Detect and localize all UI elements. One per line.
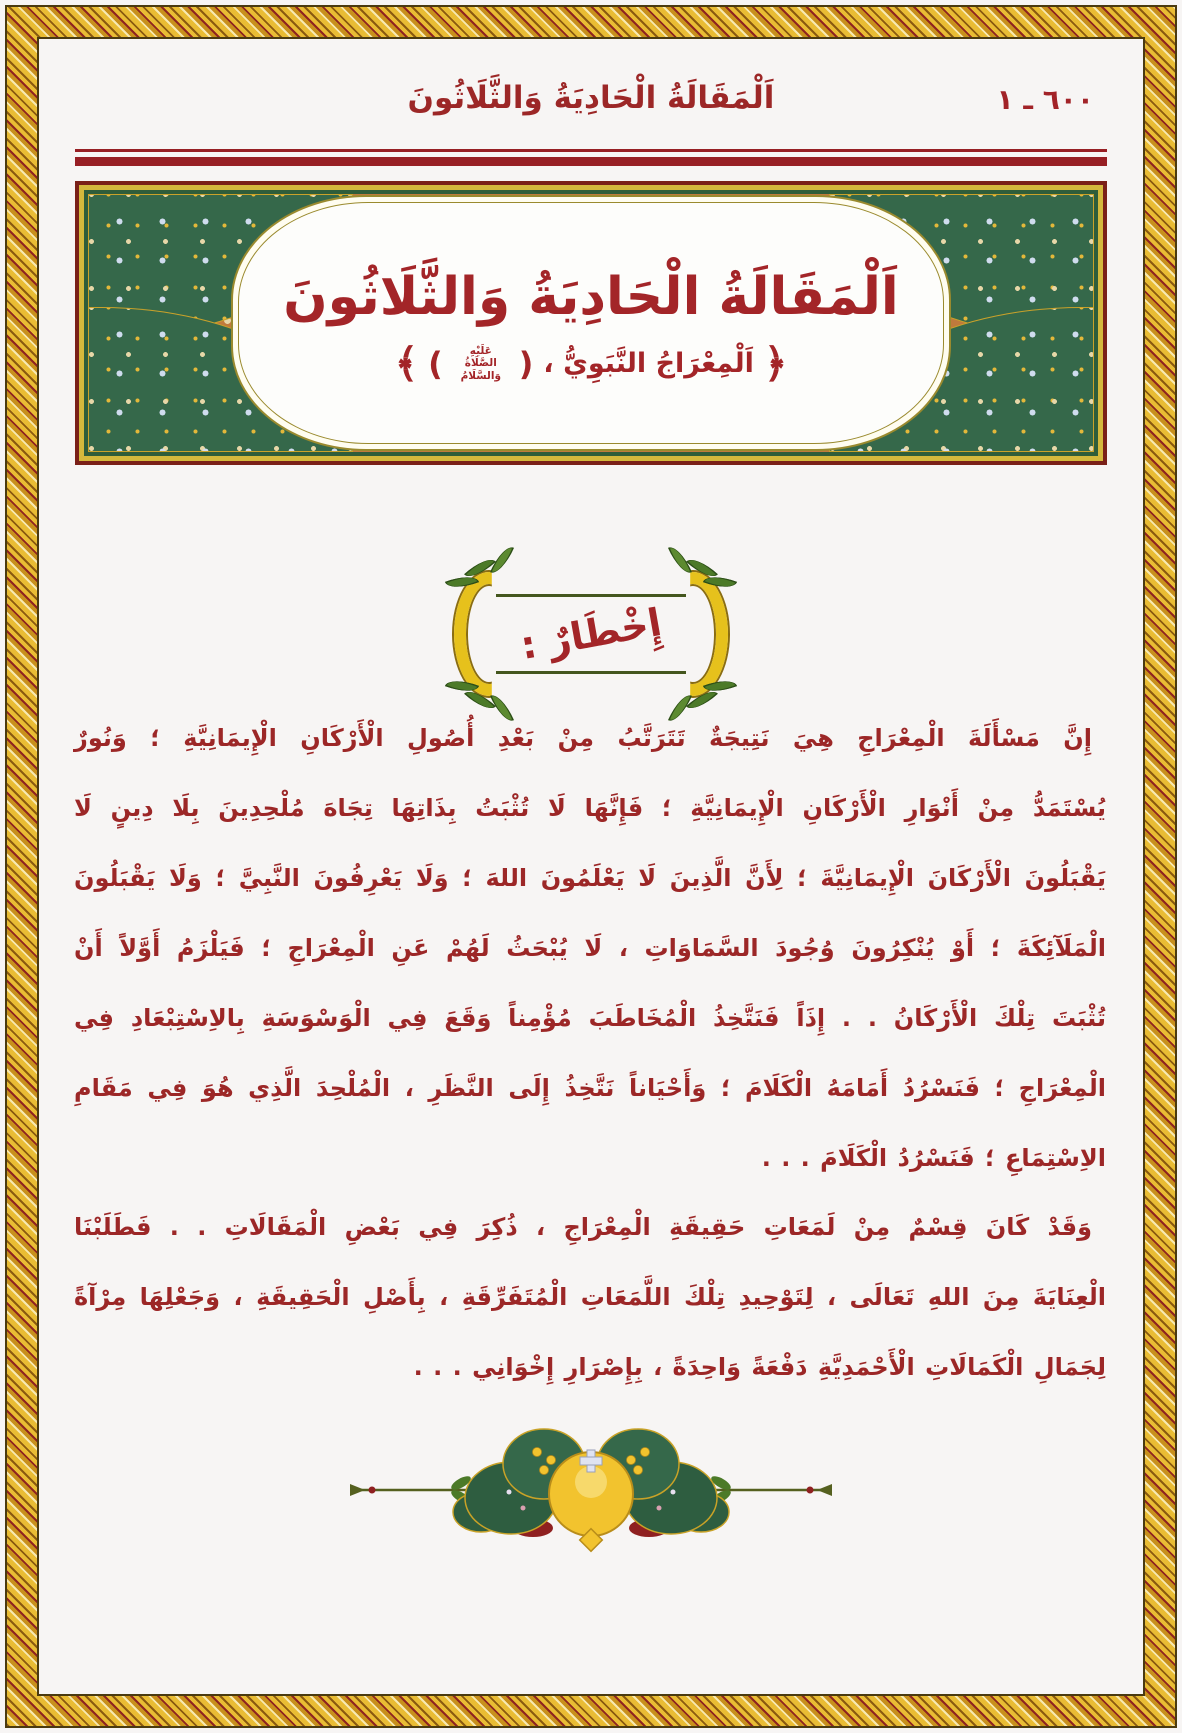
banner-border-green bbox=[84, 190, 1098, 456]
paragraph bbox=[74, 1192, 1106, 1402]
subtitle-text: اَلْمِعْرَاجُ النَّبَوِيُّ ، bbox=[543, 348, 754, 379]
banner-border-gold bbox=[79, 185, 1103, 461]
chapter-title: اَلْمَقَالَةُ الْحَادِيَةُ وَالثَّلَاثُونَ bbox=[283, 266, 899, 327]
medallion bbox=[453, 1429, 729, 1551]
text-line: الْمِعْرَاجِ ؛ فَنَسْرُدُ أَمَامَهُ الْكَلَامَ ؛ وَأَحْيَاناً نَتَّخِذُ إِلَى النَّظَرِ ، الْمُلْحِدَ الَّذِي هُوَ فِي مَقَامِ bbox=[74, 1074, 1106, 1102]
header-running-title: اَلْمَقَالَةُ الْحَادِيَةُ وَالثَّلَاثُونَ bbox=[407, 80, 775, 116]
banner-cartouche-inner bbox=[238, 202, 944, 444]
text-line: تُثْبَتَ تِلْكَ الْأَرْكَانُ . . إِذَاً فَنَتَّخِذُ الْمُخَاطَبَ مُؤْمِناً وَقَعَ فِي الْوَسْوَسَةِ بِالاِسْتِبْعَادِ فِي bbox=[74, 1004, 1106, 1032]
text-line: الْعِنَايَةَ مِنَ اللهِ تَعَالَى ، لِتَوْحِيدِ تِلْكَ اللَّمَعَاتِ الْمُتَفَرِّقَةِ ، بِأَصْلِ الْحَقِيقَةِ ، وَجَعْلِهَا مِرْآةً bbox=[74, 1283, 1106, 1311]
floral-medallion-icon bbox=[341, 1412, 841, 1566]
paren-open: ( bbox=[518, 344, 534, 383]
title-banner bbox=[75, 181, 1107, 465]
banner-cartouche bbox=[231, 195, 951, 451]
paren-close: ) bbox=[428, 344, 443, 383]
text-line: لِجَمَالِ الْكَمَالَاتِ الْأَحْمَدِيَّةِ دَفْعَةً وَاحِدَةً ، بِإِصْرَارِ إِخْوَانِي . . . bbox=[413, 1353, 1106, 1381]
chapter-subtitle bbox=[394, 340, 788, 387]
text-line: الْمَلَآئِكَةَ ؛ أَوْ يُنْكِرُونَ وُجُودَ السَّمَاوَاتِ ، لَا يُبْحَثُ لَهُمْ عَنِ الْمِعْرَاجِ ؛ فَيَلْزَمُ أَوَّلاً أَنْ bbox=[74, 934, 1106, 962]
notice-label: إِخْطَارٌ : bbox=[517, 600, 665, 668]
ornate-bracket-icon: ﴾ bbox=[394, 340, 419, 387]
header-rule-thin bbox=[75, 149, 1107, 152]
text-line: وَقَدْ كَانَ قِسْمٌ مِنْ لَمَعَاتِ حَقِيقَةِ الْمِعْرَاجِ ، ذُكِرَ فِي بَعْضِ الْمَقَالَاتِ . . فَطَلَبْنَا bbox=[74, 1213, 1092, 1241]
paragraph bbox=[74, 703, 1106, 1193]
text-line: يُسْتَمَدُّ مِنْ أَنْوَارِ الْأَرْكَانِ الْإِيمَانِيَّةِ ؛ فَإِنَّهَا لَا تُثْبَتُ بِذَاتِهَا تِجَاهَ مُلْحِدِينَ بِلَا دِينٍ لَا bbox=[74, 794, 1106, 822]
banner-floral-field bbox=[88, 194, 1094, 452]
honorific-seal: عَلَيْهِ الصَّلَاةُ وَالسَّلَامُ bbox=[460, 345, 501, 382]
text-line: يَقْبَلُونَ الْأَرْكَانَ الْإِيمَانِيَّةَ ؛ لِأَنَّ الَّذِينَ لَا يَعْلَمُونَ اللهَ ؛ وَلَا يَعْرِفُونَ النَّبِيَّ ؛ وَلَا يَقْبَلُونَ bbox=[74, 864, 1106, 892]
ornate-bracket-icon: ﴿ bbox=[763, 340, 788, 387]
text-line: الاِسْتِمَاعِ ؛ فَنَسْرُدُ الْكَلَامَ . . . bbox=[761, 1144, 1106, 1172]
notice-cartouche bbox=[440, 548, 742, 720]
header-rule-thick bbox=[75, 157, 1107, 166]
text-line: إِنَّ مَسْأَلَةَ الْمِعْرَاجِ هِيَ نَتِيجَةٌ تَتَرَتَّبُ مِنْ بَعْدِ أُصُولِ الْأَرْكَانِ الْإِيمَانِيَّةِ ؛ وَنُورٌ bbox=[74, 724, 1092, 752]
page-number: ٦٠٠ ـ ١ bbox=[996, 83, 1094, 116]
